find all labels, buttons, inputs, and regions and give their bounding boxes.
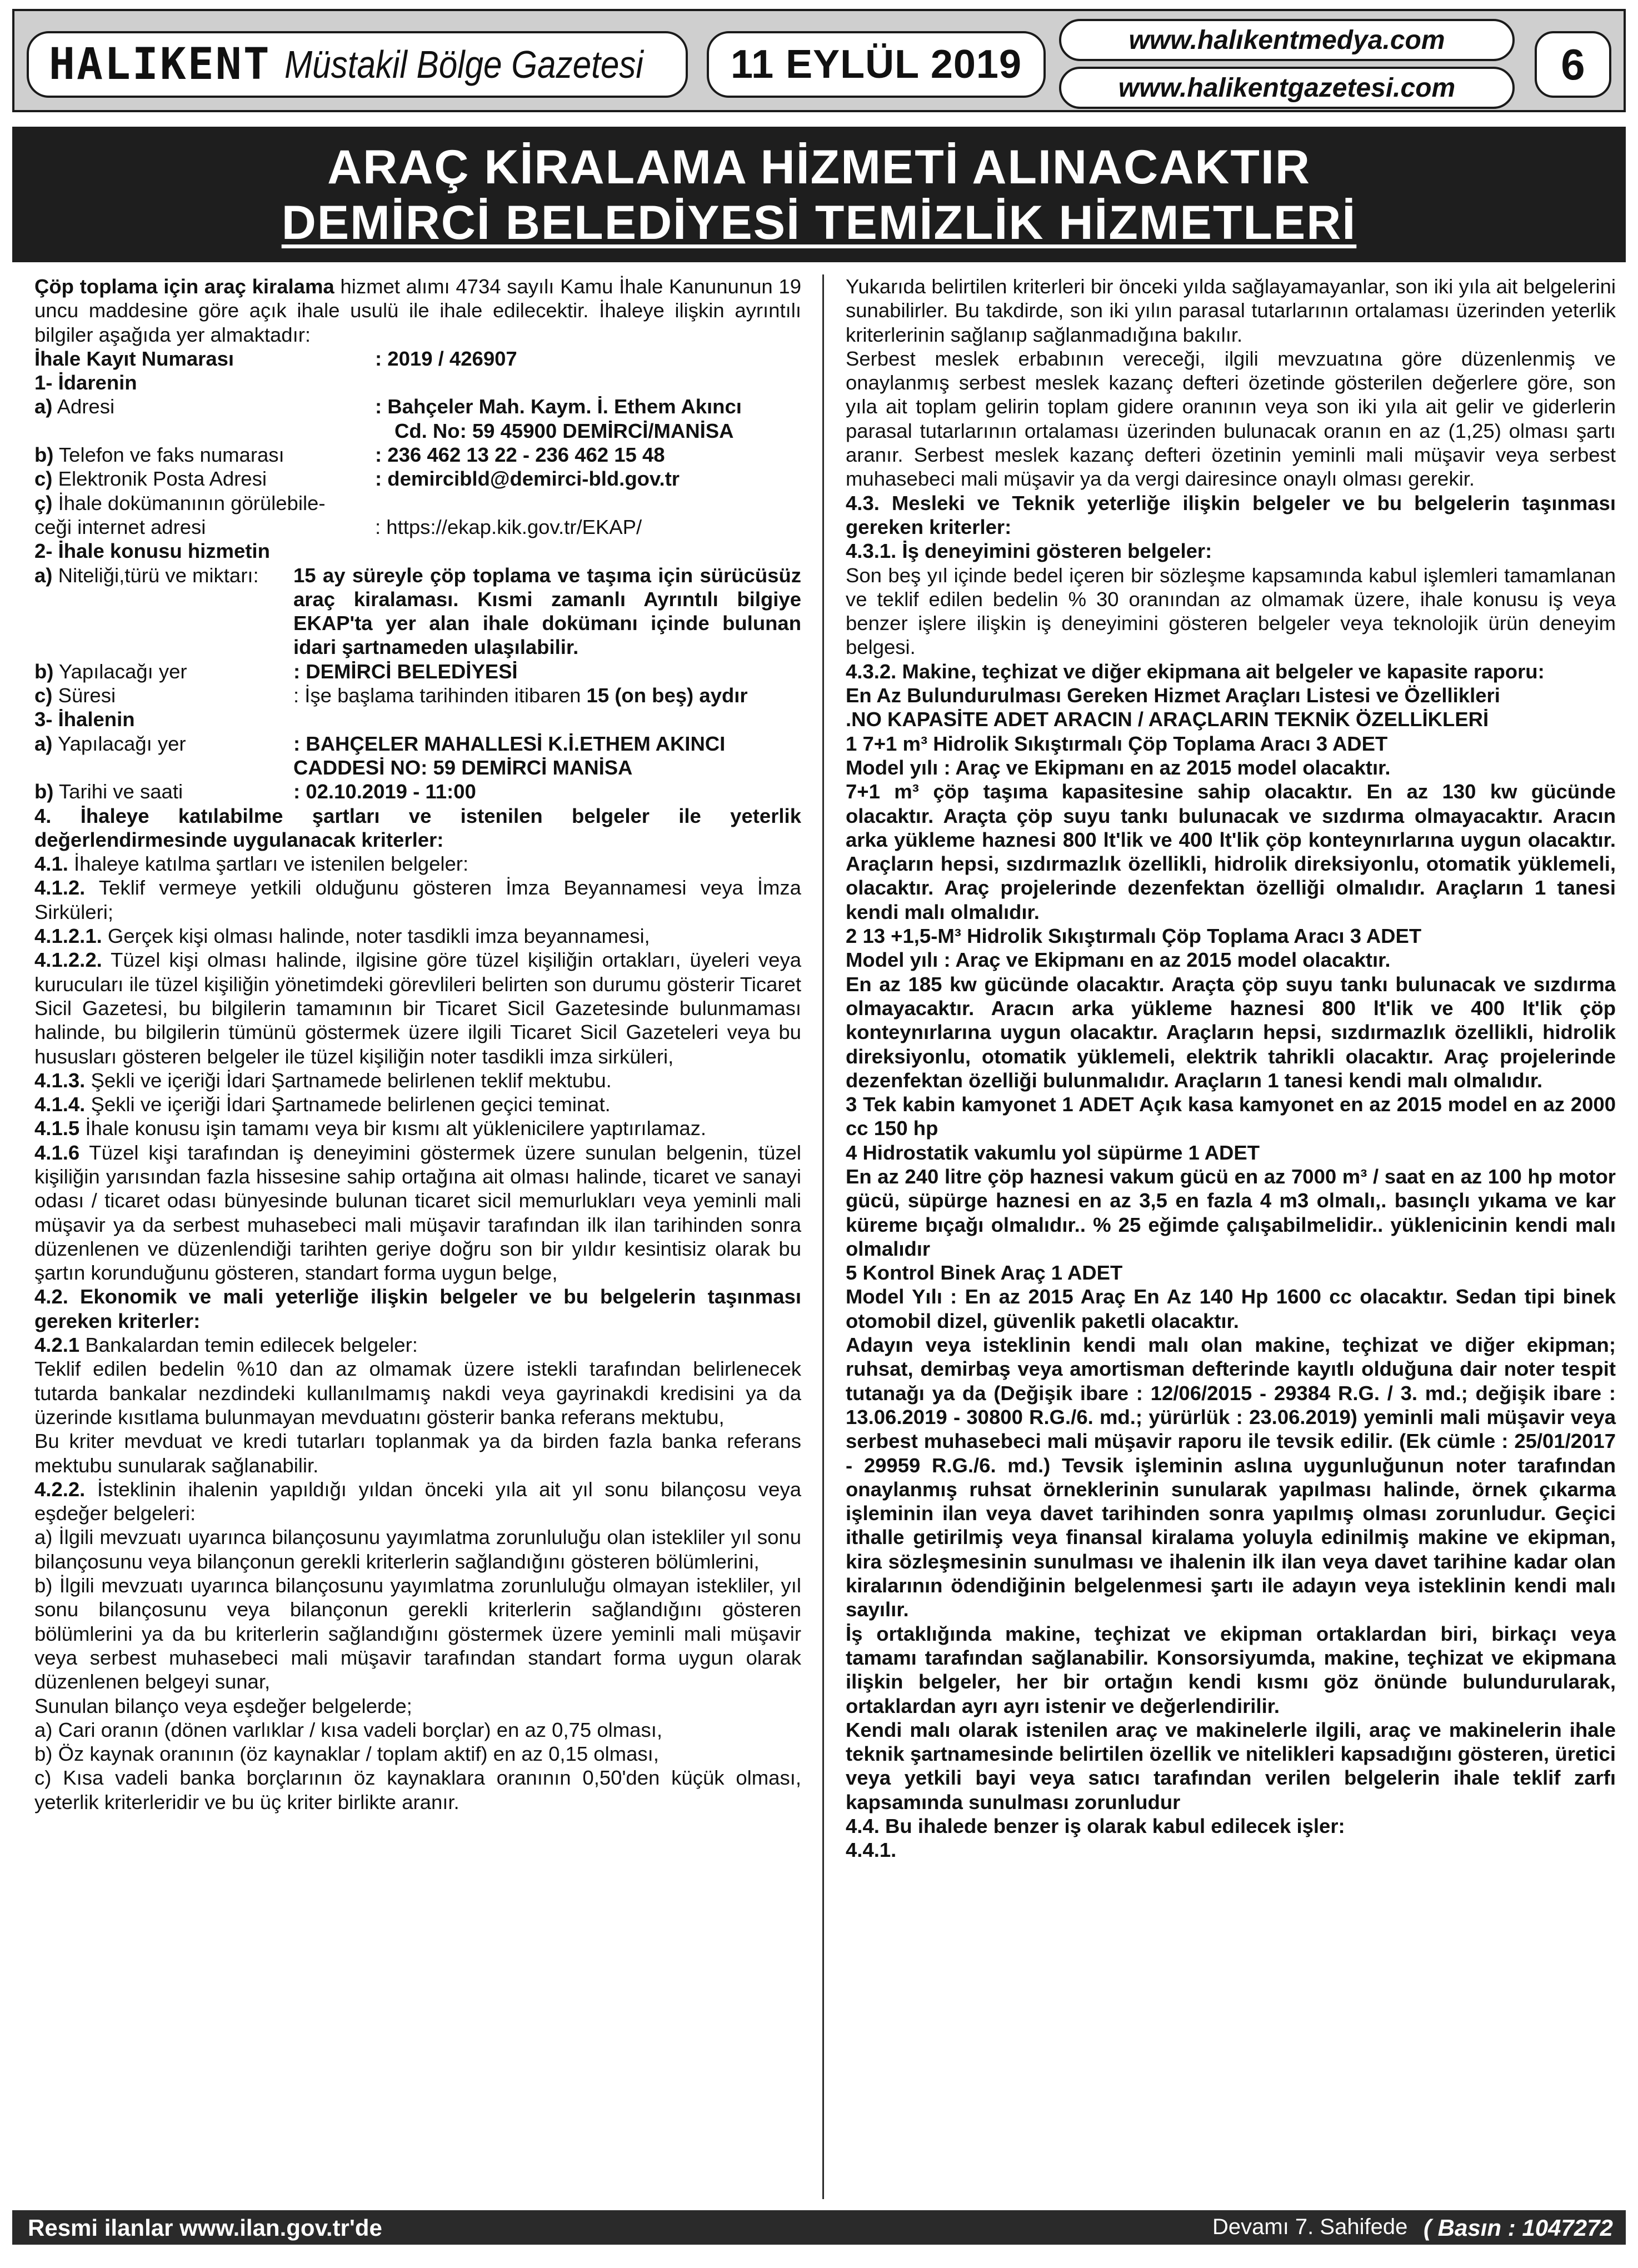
clause-text: Tüzel kişi tarafından iş deneyimini göstermek üzere sunulan belgenin, tüzel kişiliğin yarısından fazla hissesine sahip ortağına ait olması halinde, ticaret ve sanayi odası / ticaret odası bünyesinde bulunan ticaret sicil memurlukları veya yeminli mali müşavir ya da serbest muhasebeci mali müşavir tarafından ilk ilan tarihinden sonra düzenlenen ve düzenlendiği tarihten geriye doğru son bir yıldır kesintisiz olarak bu şartın korunduğunu gösteren, standart forma uygun belge, bbox=[34, 1141, 801, 1285]
clause-4-1-2-1 bbox=[34, 924, 801, 948]
clause-number: 4.1.5 bbox=[34, 1117, 80, 1140]
service-place-key: b) bbox=[34, 660, 54, 683]
email-row bbox=[34, 467, 801, 491]
clause-number: 4.1.3. bbox=[34, 1068, 86, 1092]
clause-number: 4.2.2. bbox=[34, 1477, 86, 1501]
clause-4-2-1-body: Teklif edilen bedelin %10 dan az olmamak üzere istekli tarafından belirlenecek tutarda bankalar nezdindeki kullanılmamış nakdi veya gayrinakdi kredisini ya da üzerinde kısıtlama bulunmayan mevduatını gösterir banka referans mektubu, bbox=[34, 1357, 801, 1428]
address-row bbox=[34, 394, 801, 418]
clause-text: Tüzel kişi olması halinde, ilgisine göre tüzel kişiliğin ortakları, üyeleri veya kurucuları ile tüzel kişiliğin yönetimdeki görevlileri belirten son durumu gösterir Ticaret Sicil Gazetesi, bu bilgilerin tamamının bir Ticaret Sicil Gazetesinde bulunmaması halinde, bu bilgilerin tümünü göstermek üzere ilgili Ticaret Sicil Gazeteleri veya bu hususları gösteren belgeler ile tüzel kişiliğin noter tasdikli imza sirküleri, bbox=[34, 948, 801, 1068]
clause-4-1-3 bbox=[34, 1068, 801, 1092]
ratio-current: a) Cari oranın (dönen varlıklar / kısa vadeli borçlar) en az 0,75 olması, bbox=[34, 1718, 662, 1741]
vehicle-5-title: 5 Kontrol Binek Araç 1 ADET bbox=[846, 1261, 1123, 1285]
clause-text: Bankalardan temin edilecek belgeler: bbox=[79, 1333, 418, 1357]
email-label: Elektronik Posta Adresi bbox=[52, 467, 267, 491]
vehicle-list-columns: .NO KAPASİTE ADET ARACIN / ARAÇLARIN TEKNİK ÖZELLİKLERİ bbox=[846, 708, 1489, 731]
clause-text: Teklif vermeye yetkili olduğunu gösteren İmza Beyannamesi veya İmza Sirküleri; bbox=[34, 876, 801, 923]
brand-box bbox=[27, 31, 688, 98]
section-2-heading: 2- İhale konusu hizmetin bbox=[34, 539, 270, 563]
intro-paragraph bbox=[34, 274, 801, 347]
document-url-value[interactable]: : https://ekap.kik.gov.tr/EKAP/ bbox=[375, 515, 642, 538]
document-url-row-2 bbox=[34, 515, 801, 539]
ikn-row bbox=[34, 347, 801, 371]
duration-row bbox=[34, 683, 801, 707]
vehicle-2-specs: En az 185 kw gücünde olacaktır. Araçta çöp suyu tankı bulunacak ve sızdırma olmayacaktır. Aracın arka yükleme haznesi 800 lt'lik ve 400 lt'lik çöp konteynırlarına uygun olacaktır. Araçların hepsi, sızdırmazlık özellikli, hidrolik direksiyonlu, otomatik yüklemeli, elektrik tahrikli olacaktır. Araç projelerinde dezenfektan özelliği bulunmalıdır. Araçların 1 tanesi kendi malı olmalıdır. bbox=[846, 972, 1616, 1092]
clause-text: İhaleye katılma şartları ve istenilen belgeler: bbox=[68, 852, 469, 876]
clause-4-2-2-a: a) İlgili mevzuatı uyarınca bilançosunu yayımlatma zorunluluğu olan istekliler yıl sonu bilançosunu veya bilançonun gerekli kriterlerin sağlandığını gösteren bölümlerini, bbox=[34, 1526, 801, 1573]
duration-value-bold: 15 (on beş) aydır bbox=[586, 684, 748, 707]
ikn-value: : 2019 / 426907 bbox=[375, 347, 517, 370]
intro-text: hizmet alımı 4734 sayılı Kamu İhale Kanununun 19 uncu maddesine göre açık ihale usulü ile ihale edilecektir. İhaleye ilişkin ayrıntılı bilgiler aşağıda yer almaktadır: bbox=[34, 275, 801, 346]
clause-4-3-heading: 4.3. Mesleki ve Teknik yeterliğe ilişkin belgeler ve bu belgelerin taşınması gereken kriterler: bbox=[846, 491, 1616, 538]
clause-number: 4.2.1 bbox=[34, 1333, 80, 1357]
headline-line-2: DEMİRCİ BELEDİYESİ TEMİZLİK HİZMETLERİ bbox=[281, 196, 1357, 249]
section-1-heading: 1- İdarenin bbox=[34, 371, 137, 394]
clause-4-3-2-heading: 4.3.2. Makine, teçhizat ve diğer ekipmana ait belgeler ve kapasite raporu: bbox=[846, 660, 1545, 683]
ratio-short-term-debt: c) Kısa vadeli banka borçlarının öz kaynaklara oranının 0,50'den küçük olması, yeterlik kriterleridir ve bu üç kriter birlikte aranır. bbox=[34, 1766, 801, 1814]
clause-text: İsteklinin ihalenin yapıldığı yıldan önceki yıla ait yıl sonu bilançosu veya eşdeğer belgeleri: bbox=[34, 1477, 801, 1525]
clause-text: İhale konusu işin tamamı veya bir kısmı alt yüklenicilere yaptırılamaz. bbox=[79, 1117, 707, 1140]
clause-4-2-1-body-2: Bu kriter mevduat ve kredi tutarları toplanmak ya da birden fazla banka referans mektubu sunularak sağlanabilir. bbox=[34, 1430, 801, 1477]
left-column bbox=[34, 274, 801, 1814]
service-nature-value: 15 ay süreyle çöp toplama ve taşıma için sürücüsüz araç kiralaması. Kısmi zamanlı Ayrıntılı bilgiye EKAP'ta yer alan ihale dokümanı içinde bulunan idari şartnameden ulaşılabilir. bbox=[293, 563, 801, 659]
official-ads-link[interactable]: Resmi ilanlar www.ilan.gov.tr'de bbox=[28, 2215, 382, 2241]
vehicle-1-specs: 7+1 m³ çöp taşıma kapasitesine sahip olacaktır. En az 130 kw gücünde olacaktır. Araçta çöp suyu tankı bulunacak ve sızdırma olmayacaktır. Aracın arka yükleme haznesi 800 lt'lik ve 400 lt'lik çöp konteynırlarına uygun olacaktır. Araçların hepsi, sızdırmazlık özellikli, hidrolik direksiyonlu, otomatik yüklemeli, olacaktır. Araç projelerinde dezenfektan özelliği olmalıdır. Araçların 1 tanesi kendi malı olmalıdır. bbox=[846, 780, 1616, 923]
right-column bbox=[846, 274, 1616, 1862]
duration-key: c) bbox=[34, 684, 53, 707]
paragraph-prior-year: Yukarıda belirtilen kriterleri bir önceki yılda sağlayamayanlar, son iki yıla ait belgelerini sunabilirler. Bu takdirde, son iki yılın parasal tutarlarının ortalaması üzerinden yeterlik kriterlerinin sağlanıp sağlanmadığına bakılır. bbox=[846, 275, 1616, 346]
clause-4-1-4 bbox=[34, 1092, 801, 1116]
phone-value: : 236 462 13 22 - 236 462 15 48 bbox=[375, 443, 665, 467]
service-nature-key: a) bbox=[34, 563, 53, 587]
clause-number: 4.1.6 bbox=[34, 1141, 80, 1164]
footer-bar bbox=[12, 2210, 1626, 2267]
ikn-label: İhale Kayıt Numarası bbox=[34, 347, 234, 370]
address-row-2 bbox=[34, 419, 801, 443]
newspaper-subtitle: Müstakil Bölge Gazetesi bbox=[284, 43, 643, 86]
clause-text: Şekli ve içeriği İdari Şartnamede belirlenen teklif mektubu. bbox=[85, 1068, 612, 1092]
phone-key: b) bbox=[34, 443, 54, 467]
service-place-value: : DEMİRCİ BELEDİYESİ bbox=[293, 660, 518, 683]
tender-place-value: : BAHÇELER MAHALLESİ K.İ.ETHEM AKINCI CADDESİ NO: 59 DEMİRCİ MANİSA bbox=[293, 732, 726, 779]
address-value: : Bahçeler Mah. Kaym. İ. Ethem Akıncı bbox=[375, 395, 742, 418]
vehicle-2-model: Model yılı : Araç ve Ekipmanı en az 2015 model olacaktır. bbox=[846, 948, 1391, 972]
vehicle-list-title: En Az Bulundurulması Gereken Hizmet Araçları Listesi ve Özellikleri bbox=[846, 684, 1500, 707]
issue-date: 11 EYLÜL 2019 bbox=[707, 31, 1046, 98]
vehicle-4-specs: En az 240 litre çöp haznesi vakum gücü en az 7000 m³ / saat en az 100 hp motor gücü, süpürge haznesi en az 3,5 en fazla 4 m3 olmalı,. basınçlı yıkama ve kar küreme bıçağı olmalıdır.. % 25 eğimde çalışabilmelidir.. yüklenicinin kendi malı olmalıdır bbox=[846, 1165, 1616, 1260]
service-place-label: Yapılacağı yer bbox=[53, 660, 187, 683]
phone-label: Telefon ve faks numarası bbox=[53, 443, 284, 467]
vehicle-3-title: 3 Tek kabin kamyonet 1 ADET Açık kasa kamyonet en az 2015 model en az 2000 cc 150 hp bbox=[846, 1093, 1616, 1140]
clause-number: 4.1.2. bbox=[34, 876, 86, 900]
clause-number: 4.1.2.1. bbox=[34, 925, 102, 948]
clause-text: Gerçek kişi olması halinde, noter tasdikli imza beyannamesi, bbox=[102, 925, 650, 948]
continued-note: Devamı 7. Sahifede bbox=[1212, 2215, 1408, 2239]
clause-4-3-1-heading: 4.3.1. İş deneyimini gösteren belgeler: bbox=[846, 539, 1212, 563]
clause-4-2-2-c: Sunulan bilanço veya eşdeğer belgelerde; bbox=[34, 1694, 412, 1717]
clause-4-2-2 bbox=[34, 1477, 801, 1526]
masthead bbox=[12, 9, 1626, 112]
clause-4-4-heading: 4.4. Bu ihalede benzer iş olarak kabul edilecek işler: bbox=[846, 1815, 1345, 1837]
address-key: a) bbox=[34, 395, 53, 418]
clause-4-1 bbox=[34, 852, 801, 876]
document-url-label: İhale dokümanının görülebile- bbox=[52, 491, 326, 514]
address-value-2: Cd. No: 59 45900 DEMİRCİ/MANİSA bbox=[394, 419, 734, 442]
clause-4-1-6 bbox=[34, 1141, 801, 1285]
ratio-equity: b) Öz kaynak oranının (öz kaynaklar / toplam aktif) en az 0,15 olması, bbox=[34, 1742, 659, 1766]
website-link-media[interactable]: www.halıkentmedya.com bbox=[1059, 19, 1515, 61]
document-url-label-2: ceği internet adresi bbox=[34, 515, 206, 538]
document-url-row bbox=[34, 491, 801, 515]
clause-4-1-2 bbox=[34, 876, 801, 924]
headline-band bbox=[12, 127, 1626, 262]
vehicle-1-model: Model yılı : Araç ve Ekipmanı en az 2015 model olacaktır. bbox=[846, 756, 1391, 779]
page-number: 6 bbox=[1535, 31, 1611, 98]
clause-number: 4.1. bbox=[34, 852, 68, 876]
email-value[interactable]: : demircibld@demirci-bld.gov.tr bbox=[375, 467, 680, 491]
clause-4-2-2-b: b) İlgili mevzuatı uyarınca bilançosunu yayımlatma zorunluluğu olmayan istekliler, yıl sonu bilançosunu veya bilançonun gerekli kriterlerin sağlandığını gösteren bölümlerini ya da bu kriterlerin sağlandığını göstermek üzere yeminli mali müşavir veya serbest muhasebeci mali müşavir tarafından standart forma uygun olarak düzenlenen belgeyi sunar, bbox=[34, 1574, 801, 1693]
vehicle-5-specs: Model Yılı : En az 2015 Araç En Az 140 Hp 1600 cc olacaktır. Sedan tipi binek otomobil dizel, güvenlik paketli olacaktır. bbox=[846, 1285, 1616, 1332]
service-place-row bbox=[34, 660, 801, 683]
tender-date-row bbox=[34, 780, 801, 803]
service-nature-label: Niteliği,türü ve miktarı: bbox=[52, 563, 259, 587]
paragraph-freelance: Serbest meslek erbabının vereceği, ilgili mevzuatına göre düzenlenmiş ve onaylanmış serbest meslek kazanç defteri özetinde gösterilen değerlere göre, son yıla ait toplam gelirin toplam gidere oranının veya son iki yıla ait gelir ve giderlerin parasal tutarlarının ortalaması üzerinden bulunacak oranın en az (1,25) olması şartı aranır. Serbest meslek kazanç defteri özetinin yeminli mali müşavir veya serbest muhasebeci mali müşavir ya da vergi dairesince onaylı olması gerekir. bbox=[846, 347, 1616, 491]
vehicle-1-title: 1 7+1 m³ Hidrolik Sıkıştırmalı Çöp Toplama Aracı 3 ADET bbox=[846, 732, 1388, 755]
document-url-key: ç) bbox=[34, 491, 53, 514]
clause-4-1-2-2 bbox=[34, 948, 801, 1068]
clause-4-2-heading: 4.2. Ekonomik ve mali yeterliğe ilişkin belgeler ve bu belgelerin taşınması gereken kriterler: bbox=[34, 1285, 801, 1332]
website-link-newspaper[interactable]: www.halikentgazetesi.com bbox=[1059, 67, 1515, 109]
paragraph-documents: Kendi malı olarak istenilen araç ve makinelerle ilgili, araç ve makinelerin ihale teknik şartnamesinde belirtilen özellik ve nitelikleri kapsadığını gösteren, üretici veya yetkili bayi veya satıcı tarafından verilen belgelerin ihale teklif zarfı kapsamında sunulması zorunludur bbox=[846, 1718, 1616, 1814]
clause-4-2-1 bbox=[34, 1333, 801, 1357]
column-divider bbox=[822, 274, 824, 2199]
vehicle-2-title: 2 13 +1,5-M³ Hidrolik Sıkıştırmalı Çöp Toplama Aracı 3 ADET bbox=[846, 925, 1422, 948]
clause-number: 4.1.4. bbox=[34, 1093, 86, 1116]
address-label: Adresi bbox=[52, 395, 115, 418]
duration-label: Süresi bbox=[52, 684, 116, 707]
paragraph-ownership: Adayın veya isteklinin kendi malı olan makine, teçhizat ve diğer ekipman; ruhsat, demirbaş veya amortisman defterinde kayıtlı olduğuna dair noter tespit tutanağı ya da (Değişik ibare : 12/06/2015 - 29384 R.G. / 3. md.; değişik ibare : 13.06.2019 - 30800 R.G./6. md.; yürürlük : 23.06.2019) yeminli mali müşavir veya serbest muhasebeci mali müşavir raporu ile tevsik edilir. (Ek cümle : 25/01/2017 - 29959 R.G./6. md.) Tevsik işleminin aslına uygunluğunun noter tarafından onaylanmış ruhsat örneklerinin sunularak yapılması halinde, örnek çıkarma işleminin ilan veya davet tarihinden sonra yapılmış olması zorunludur. Geçici ithalle getirilmiş veya finansal kiralama yoluyla edinilmiş makine ve ekipman, kira sözleşmesinin sunulması ve ihalenin ilk ilan veya davet tarihine kadar olan kiralarının ödendiğinin belgelenmesi şartı ile adayın veya isteklinin kendi malı sayılır. bbox=[846, 1333, 1616, 1621]
paragraph-joint-venture: İş ortaklığında makine, teçhizat ve ekipman ortaklardan biri, birkaçı veya tamamı tarafından sağlanabilir. Konsorsiyumda, makine, teçhizat ve ekipmana ilişkin belgeler, her bir ortağın kendi kısmı göz önünde bulundurularak, ortaklardan ayrı ayrı istenir ve değerlendirilir. bbox=[846, 1622, 1616, 1717]
email-key: c) bbox=[34, 467, 53, 491]
section-3-heading: 3- İhalenin bbox=[34, 708, 135, 731]
intro-bold: Çöp toplama için araç kiralama bbox=[34, 275, 334, 298]
clause-number: 4.1.2.2. bbox=[34, 948, 102, 972]
headline-line-1: ARAÇ KİRALAMA HİZMETİ ALINACAKTIR bbox=[327, 141, 1311, 194]
service-nature-row bbox=[34, 563, 801, 660]
tender-place-key: a) bbox=[34, 732, 53, 755]
clause-4-1-5 bbox=[34, 1116, 801, 1140]
tender-place-label: Yapılacağı yer bbox=[52, 732, 186, 755]
tender-date-label: Tarihi ve saati bbox=[53, 780, 183, 803]
duration-value: : İşe başlama tarihinden itibaren bbox=[293, 684, 587, 707]
phone-row bbox=[34, 443, 801, 467]
tender-date-key: b) bbox=[34, 780, 54, 803]
clause-4-4-1: 4.4.1. bbox=[846, 1839, 897, 1862]
clause-4-3-1-body: Son beş yıl içinde bedel içeren bir sözleşme kapsamında kabul işlemleri tamamlanan ve teklif edilen bedelin % 30 oranından az olmamak üzere, ihale konusu iş veya benzer işlere ilişkin iş deneyimini gösteren belgeler veya teknolojik ürün deneyim belgesi. bbox=[846, 563, 1616, 659]
clause-text: Şekli ve içeriği İdari Şartnamede belirlenen geçici teminat. bbox=[85, 1093, 611, 1116]
newspaper-name: HALIKENT bbox=[49, 39, 271, 89]
section-4-heading: 4. İhaleye katılabilme şartları ve istenilen belgeler ile yeterlik değerlendirmesinde uygulanacak kriterler: bbox=[34, 804, 801, 851]
press-code: ( Basın : 1047272 ) bbox=[1424, 2215, 1613, 2267]
vehicle-4-title: 4 Hidrostatik vakumlu yol süpürme 1 ADET bbox=[846, 1141, 1260, 1164]
tender-date-value: : 02.10.2019 - 11:00 bbox=[293, 780, 476, 803]
tender-place-row bbox=[34, 732, 801, 780]
